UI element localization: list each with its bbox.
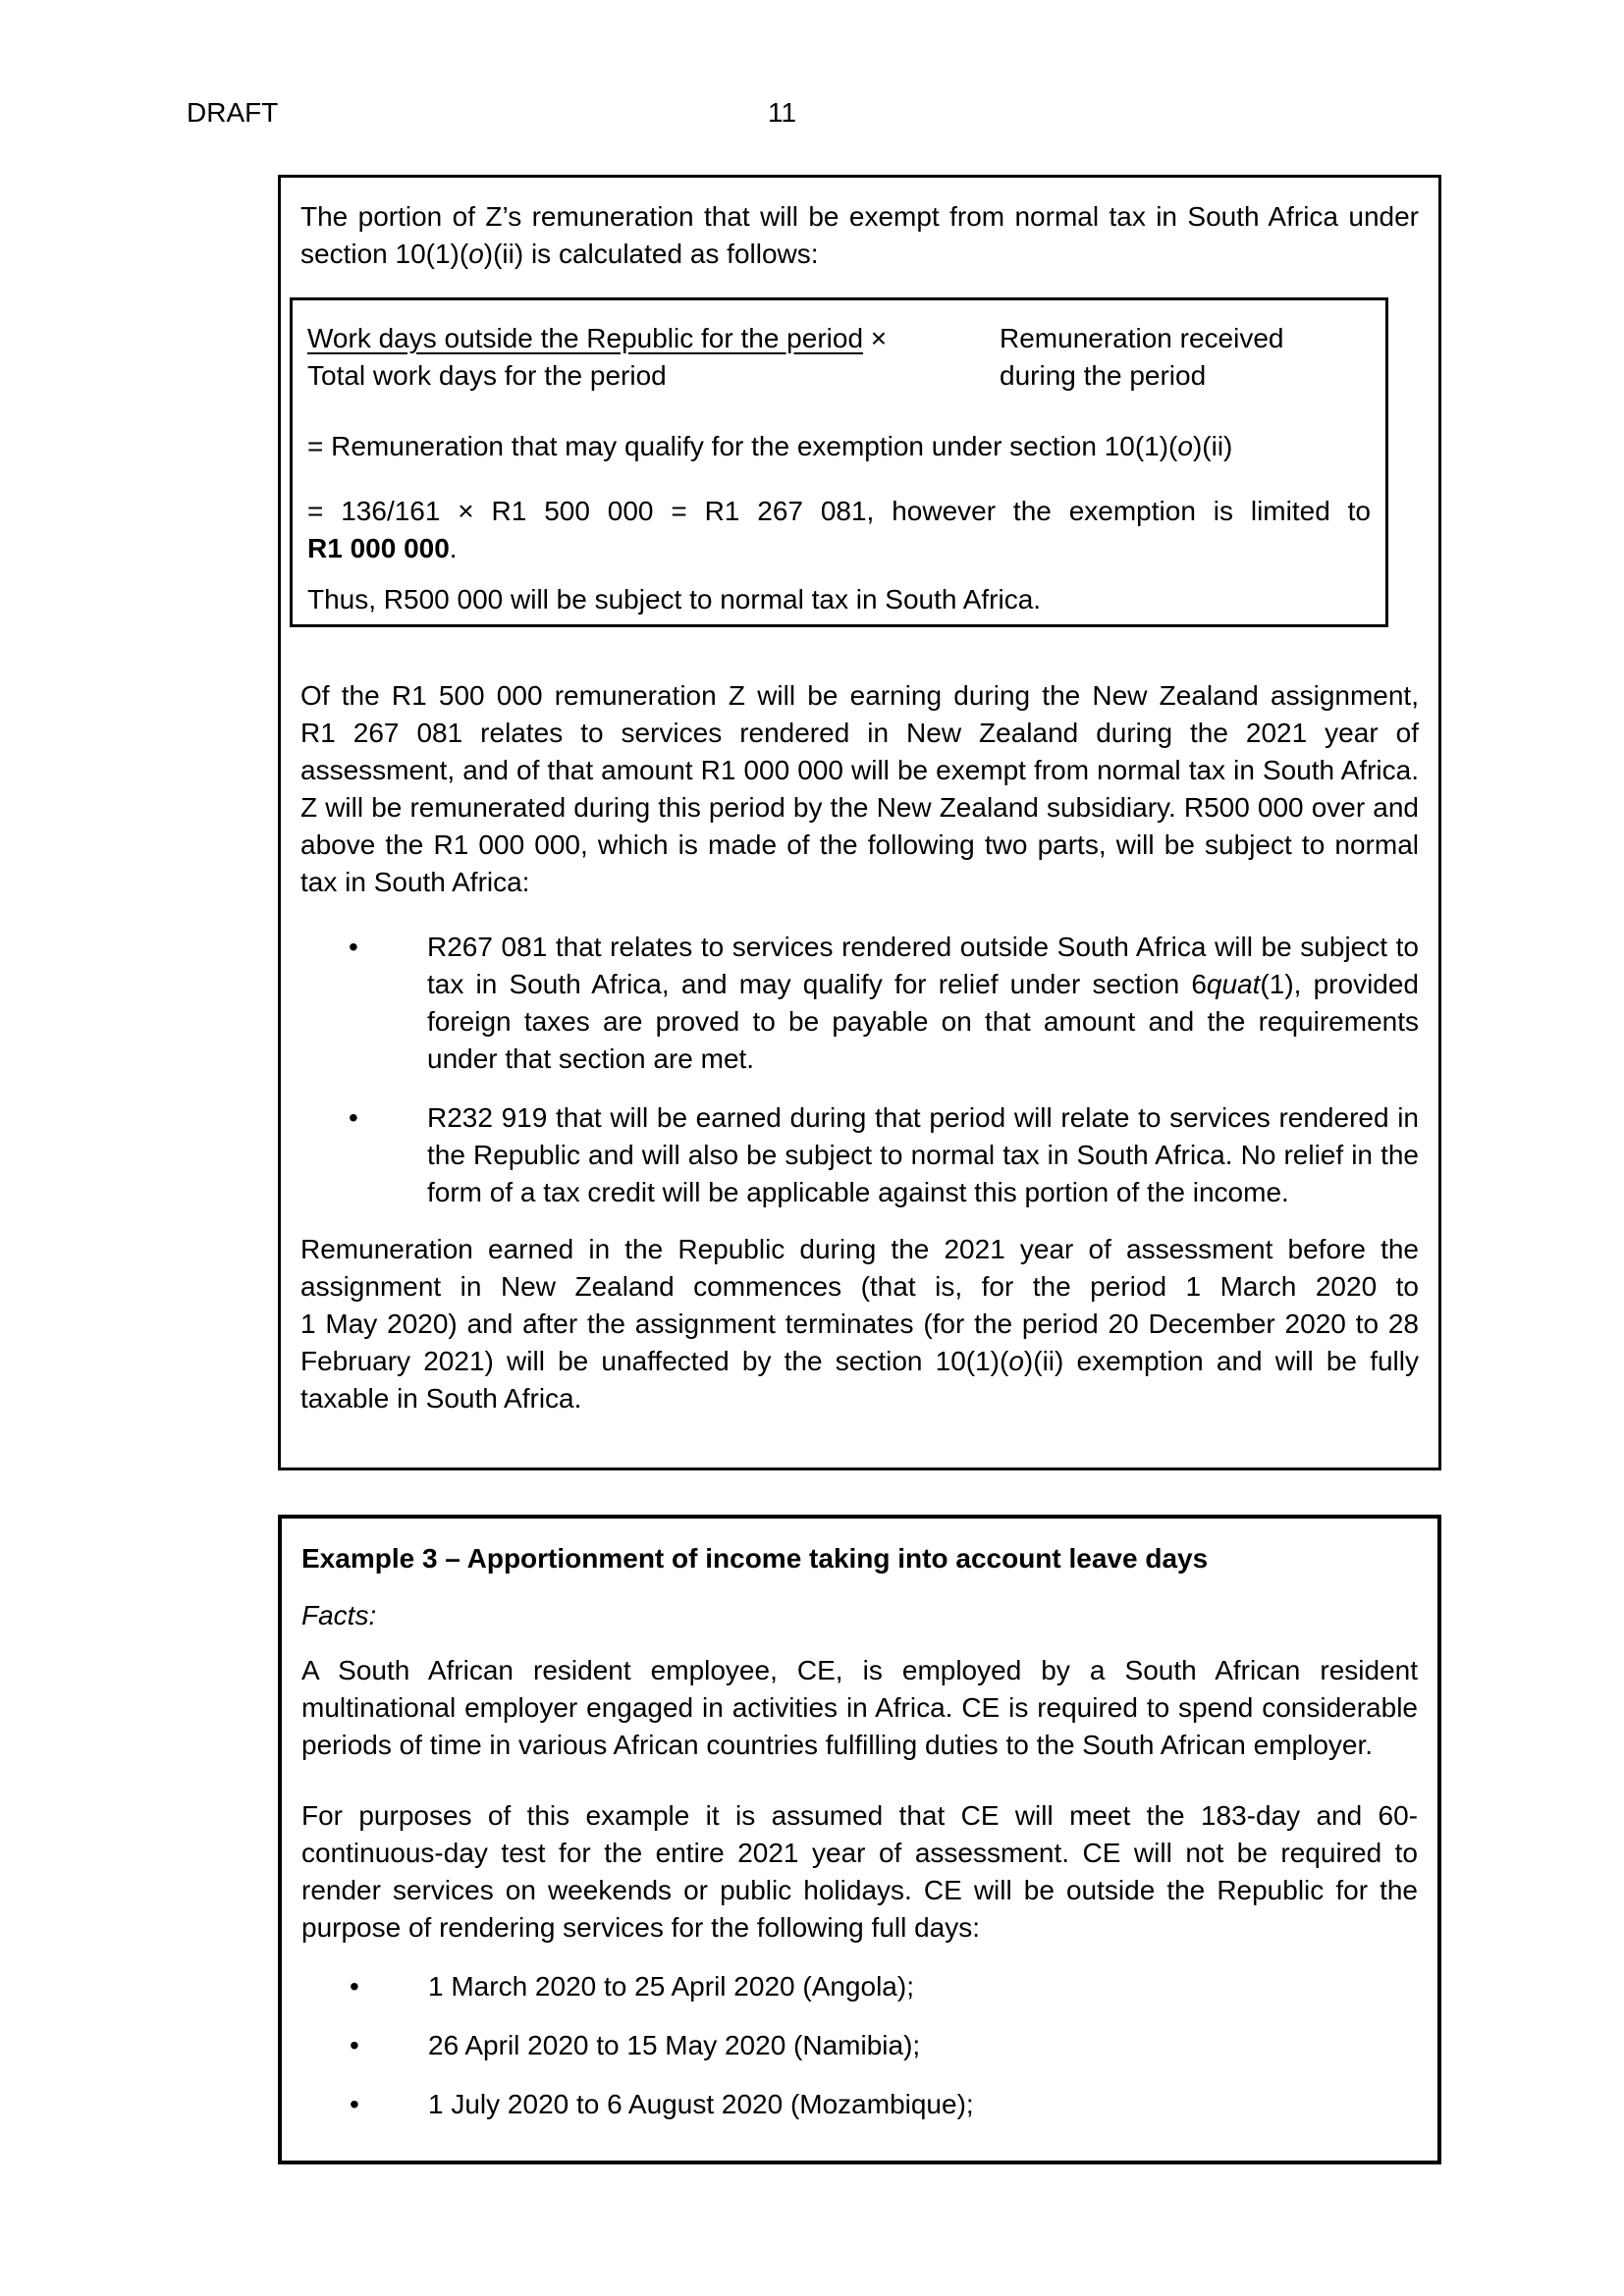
multiply-sign: × (870, 323, 888, 353)
bullet-icon: • (350, 2089, 359, 2119)
formula-calculation-line (307, 493, 1371, 567)
intro-paragraph (300, 198, 1419, 273)
formula-multiplicand-line1: Remuneration received (1000, 323, 1284, 353)
remun-italic-o: o (1008, 1346, 1024, 1376)
remun-text-b: )(ii) exemption and will be fully taxable in South Africa. (300, 1346, 1419, 1414)
intro-text-b: )(ii) is calculated as follows: (483, 239, 819, 269)
bullet-icon: • (349, 1102, 358, 1133)
bullet1-text-b: (1), provided foreign taxes are proved to be payable on that amount and the requirements under that section are met. (427, 969, 1420, 1074)
intro-text-a: The portion of Z’s remuneration that will be exempt from normal tax in South Africa under section 10(1)( (300, 201, 1419, 269)
bullet-icon: • (349, 932, 358, 962)
employee-paragraph: A South African resident employee, CE, is employed by a South African resident multinational employer engaged in activities in Africa. CE is required to spend considerable periods of time in various African countries fulfilling duties to the South African employer. (301, 1655, 1418, 1760)
intro-italic-o: o (468, 239, 484, 269)
result-text-a: = Remuneration that may qualify for the exemption under section 10(1)( (307, 431, 1178, 461)
calculation-period: . (449, 533, 458, 563)
bullet-icon: • (350, 2030, 359, 2060)
bullet-item-mozambique (282, 2086, 1437, 2123)
bullet-text-namibia: 26 April 2020 to 15 May 2020 (Namibia); (428, 2030, 921, 2060)
bullet-icon: • (350, 1971, 359, 2002)
example-3-box (278, 1515, 1441, 2164)
bullet-item-r232919 (281, 1099, 1438, 1211)
formula-result-line (307, 428, 1371, 465)
formula-numerator-line (307, 320, 955, 357)
facts-label: Facts: (301, 1600, 377, 1630)
assumptions-paragraph: For purposes of this example it is assumed that CE will meet the 183-day and 60-continuous-day test for the entire 2021 year of assessment. CE will not be required to render services on weekends or public holidays. CE will be outside the Republic for the purpose of rendering services for the following full days: (301, 1800, 1418, 1943)
bullet2-text: R232 919 that will be earned during that period will relate to services rendered in the Republic and will also be subject to normal tax in South Africa. No relief in the form of a tax credit will be applicable against this portion of the income. (427, 1102, 1419, 1207)
calculation-text: = 136/161 × R1 500 000 = R1 267 081, however the exemption is limited to (307, 496, 1371, 526)
bullet-item-angola (282, 1968, 1437, 2005)
formula-numerator: Work days outside the Republic for the period (307, 323, 864, 353)
formula-box (290, 297, 1388, 627)
page-number: 11 (768, 97, 797, 128)
example-3-title: Example 3 – Apportionment of income taking into account leave days (301, 1543, 1209, 1574)
republic-remuneration-paragraph (300, 1231, 1419, 1417)
formula-fraction-row (307, 320, 1371, 395)
bullet-text-r232919 (427, 1099, 1419, 1211)
remun-text-a: Remuneration earned in the Republic during the 2021 year of assessment before the assignment in New Zealand commences (that is, for the period 1 March 2020 to 1 May 2020) and after the assignment terminates (for the period 20 December 2020 to 28 February 2021) will be unaffected by the section 10(1)( (300, 1234, 1419, 1376)
apportionment-paragraph: Of the R1 500 000 remuneration Z will be earning during the New Zealand assignment, R1 267 081 relates to services rendered in New Zealand during the 2021 year of assessment, and of that amount R1 000 000 will be exempt from normal tax in South Africa. Z will be remunerated during this period by the New Zealand subsidiary. R500 000 over and above the R1 000 000, which is made of the following two parts, will be subject to normal tax in South Africa: (300, 680, 1419, 897)
formula-multiplicand-line2: during the period (1000, 360, 1207, 391)
draft-watermark: DRAFT (187, 97, 279, 128)
formula-conclusion-line: Thus, R500 000 will be subject to normal tax in South Africa. (307, 584, 1042, 614)
bullet1-italic-quat: quat (1206, 969, 1261, 999)
bullet-item-r267081 (281, 929, 1438, 1078)
bullet-item-namibia (282, 2027, 1437, 2064)
bullet1-text-a: R267 081 that relates to services rendered outside South Africa will be subject to tax in South Africa, and may qualify for relief under section 6 (427, 932, 1419, 999)
formula-denominator: Total work days for the period (307, 360, 667, 391)
formula-fraction (307, 320, 955, 395)
formula-multiplicand (1000, 320, 1284, 395)
calculation-limit-bold: R1 000 000 (307, 533, 450, 563)
result-text-b: )(ii) (1192, 431, 1233, 461)
bullet-text-angola: 1 March 2020 to 25 April 2020 (Angola); (428, 1971, 914, 2002)
result-italic-o: o (1177, 431, 1193, 461)
exemption-calculation-box (278, 175, 1441, 1470)
bullet-text-mozambique: 1 July 2020 to 6 August 2020 (Mozambique); (428, 2089, 974, 2119)
bullet-text-r267081 (427, 929, 1419, 1078)
